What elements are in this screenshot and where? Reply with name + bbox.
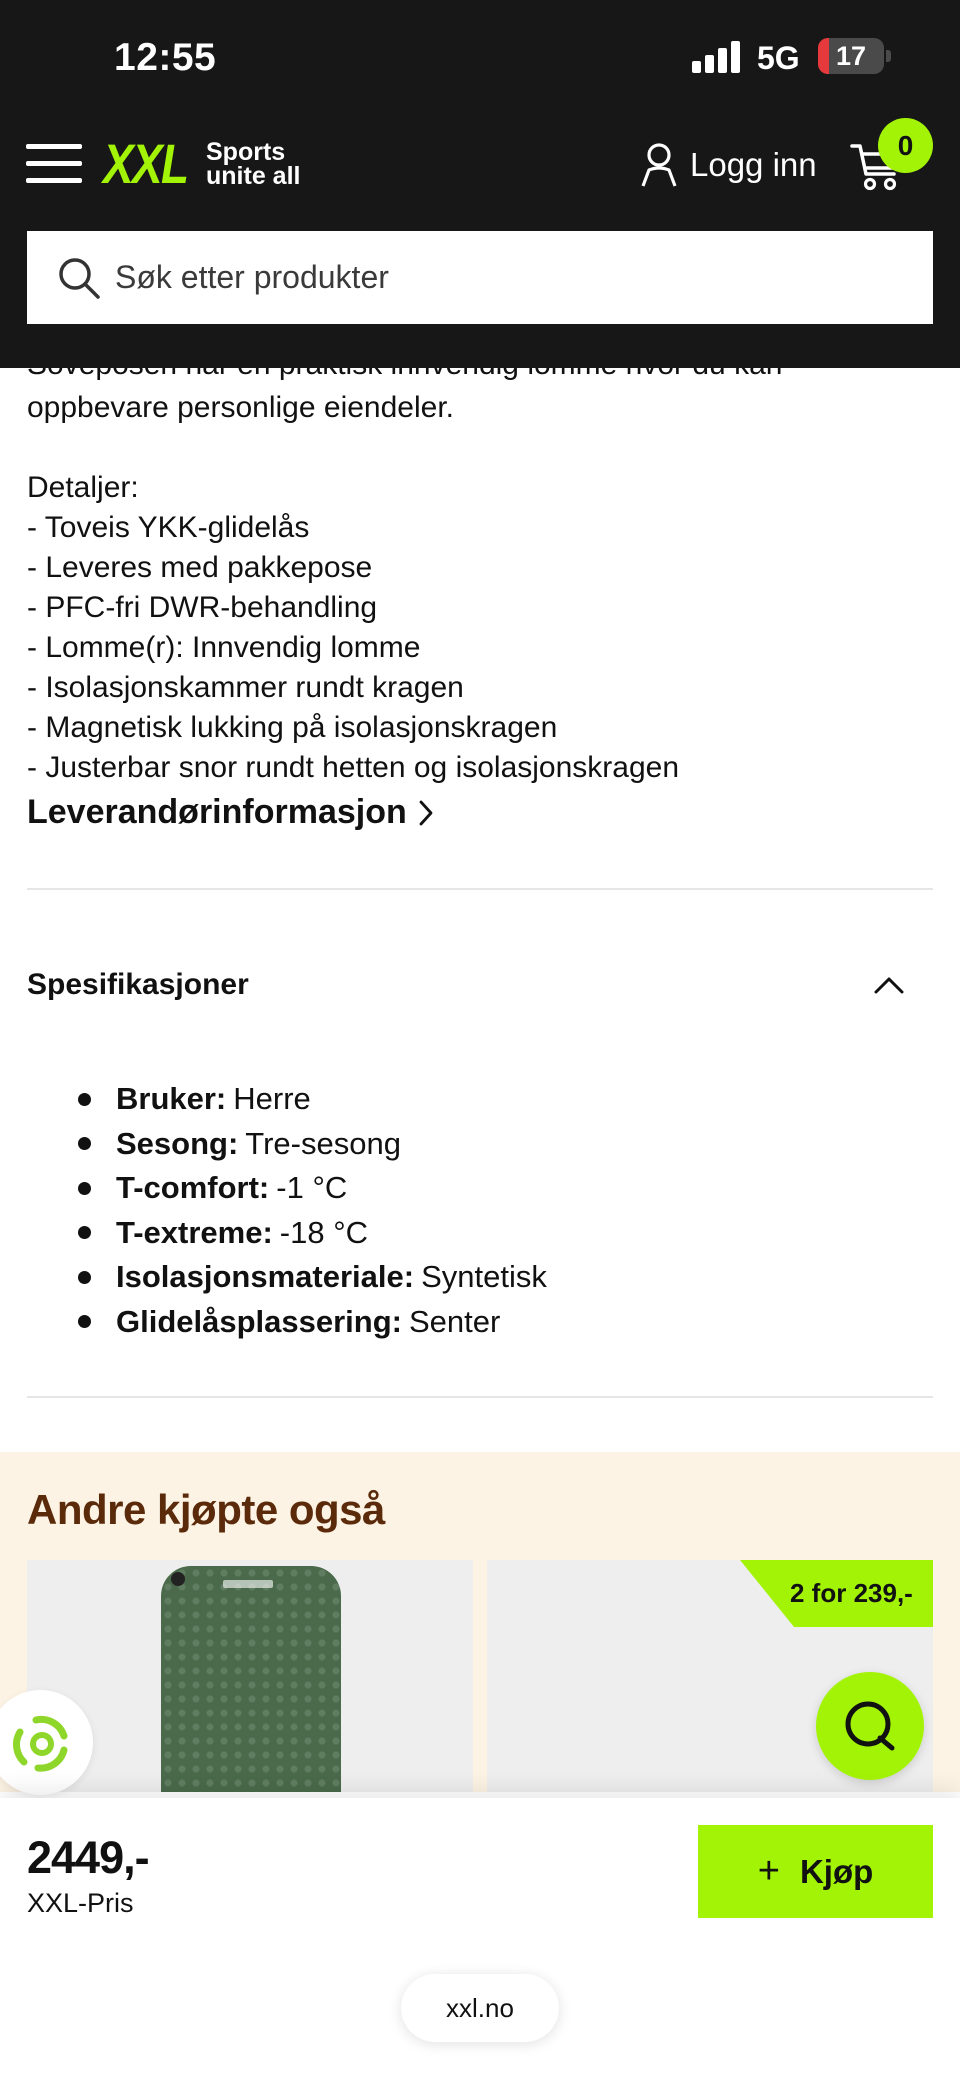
spec-key: Bruker:	[116, 1081, 227, 1117]
status-bar	[0, 0, 960, 115]
site-header	[0, 0, 960, 368]
detail-line: - Toveis YKK-glidelås	[27, 511, 310, 544]
spec-key: Isolasjonsmateriale:	[116, 1259, 415, 1295]
status-time: 12:55	[114, 36, 217, 79]
spec-value: Syntetisk	[421, 1259, 547, 1295]
supplier-info-label: Leverandørinformasjon	[27, 793, 407, 831]
chevron-right-icon	[417, 798, 435, 828]
login-button[interactable]	[640, 142, 817, 188]
detail-line: - PFC-fri DWR-behandling	[27, 591, 378, 624]
spec-key: Sesong:	[116, 1125, 239, 1161]
specifications-list	[78, 1077, 547, 1344]
product-price: 2449,-	[27, 1832, 149, 1883]
spec-item	[78, 1255, 547, 1300]
chevron-up-icon	[873, 975, 905, 995]
network-type: 5G	[757, 40, 800, 76]
spec-item	[78, 1122, 547, 1167]
login-label: Logg inn	[690, 146, 817, 183]
detail-line: - Isolasjonskammer rundt kragen	[27, 671, 464, 704]
buy-button[interactable]	[698, 1825, 933, 1918]
spec-key: T-comfort:	[116, 1170, 270, 1206]
detail-line: - Magnetisk lukking på isolasjonskragen	[27, 711, 558, 744]
detail-line: - Leveres med pakkepose	[27, 551, 373, 584]
search-input[interactable]	[115, 259, 875, 296]
specifications-toggle[interactable]	[27, 960, 933, 1010]
eco-icon	[0, 1690, 93, 1795]
section-divider	[27, 1396, 933, 1398]
plus-icon: +	[757, 1850, 780, 1892]
spec-value: -18 °C	[279, 1214, 368, 1250]
chat-button[interactable]	[816, 1672, 924, 1780]
buy-bar	[0, 1798, 960, 1948]
spec-value: Herre	[233, 1081, 311, 1117]
user-icon	[640, 142, 678, 188]
description-spacer	[27, 428, 933, 468]
supplier-info-link[interactable]	[27, 793, 435, 832]
product-description	[27, 388, 933, 788]
spec-value: Tre-sesong	[245, 1125, 401, 1161]
spec-item	[78, 1166, 547, 1211]
spec-value: -1 °C	[276, 1170, 348, 1206]
promo-label: 2 for 239,-	[790, 1578, 913, 1608]
search-icon	[57, 256, 101, 300]
logo-wordmark: XXL	[103, 132, 188, 195]
price-label: XXL-Pris	[27, 1888, 134, 1918]
specifications-title: Spesifikasjoner	[27, 968, 249, 1001]
spec-item	[78, 1211, 547, 1256]
description-intro: oppbevare personlige eiendeler.	[27, 391, 454, 424]
spec-key: Glidelåsplassering:	[116, 1303, 402, 1339]
logo-tagline: Sports unite all	[206, 138, 301, 190]
battery-icon	[818, 38, 884, 74]
signal-icon	[692, 41, 742, 73]
browser-toolbar	[0, 1948, 960, 2077]
spec-key: T-extreme:	[116, 1214, 273, 1250]
hamburger-menu-icon[interactable]	[26, 144, 82, 184]
product-card[interactable]	[27, 1560, 473, 1792]
buy-label: Kjøp	[799, 1852, 874, 1890]
section-divider	[27, 888, 933, 890]
detail-line: - Lomme(r): Innvendig lomme	[27, 631, 421, 664]
chat-icon	[840, 1696, 900, 1756]
details-heading: Detaljer:	[27, 471, 139, 504]
sleeping-mat-image	[161, 1566, 341, 1792]
search-bar[interactable]	[27, 231, 933, 324]
detail-line: - Justerbar snor rundt hetten og isolasjonskragen	[27, 751, 680, 784]
battery-level: 17	[835, 41, 867, 71]
recommendations-title: Andre kjøpte også	[27, 1486, 385, 1533]
spec-item	[78, 1077, 547, 1122]
recycle-icon[interactable]	[0, 1690, 93, 1795]
url-bar[interactable]: xxl.no	[401, 1974, 559, 2042]
spec-value: Senter	[409, 1303, 501, 1339]
cart-count-badge[interactable]: 0	[878, 118, 933, 173]
spec-item	[78, 1300, 547, 1345]
